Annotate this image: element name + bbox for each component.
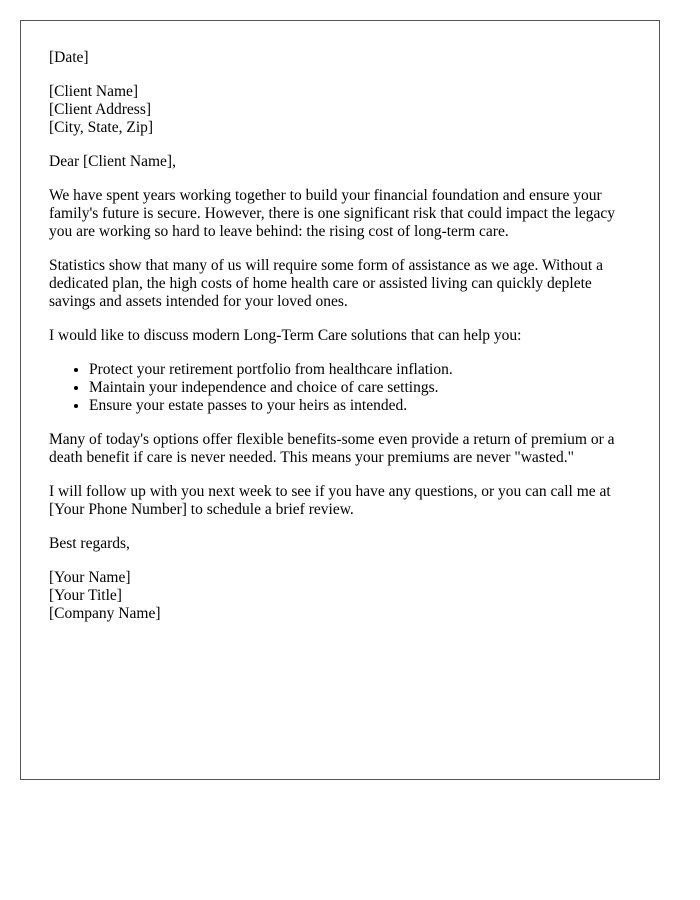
body-paragraph-4: Many of today's options offer flexible benefits-some even provide a return of premium or a death benefit if care is never needed. This means your premiums are never "wasted." <box>49 431 615 466</box>
recipient-address-block <box>49 83 631 137</box>
letter-date: [Date] <box>49 49 89 66</box>
body-paragraph-3: I would like to discuss modern Long-Term Care solutions that can help you: <box>49 327 522 344</box>
benefit-list-item: • Ensure your estate passes to your heirs as intended. <box>89 397 631 415</box>
letter-page <box>20 20 660 780</box>
recipient-name: [Client Name] <box>49 83 139 100</box>
body-paragraph-5: I will follow up with you next week to see if you have any questions, or you can call me at [Your Phone Number] to schedule a brief review. <box>49 483 611 518</box>
body-paragraph-1: We have spent years working together to build your financial foundation and ensure your family's future is secure. However, there is one significant risk that could impact the legacy you are working so hard to leave behind: the rising cost of long-term care. <box>49 187 616 240</box>
sender-name: [Your Name] <box>49 569 131 586</box>
salutation: Dear [Client Name], <box>49 153 176 170</box>
body-paragraph-2: Statistics show that many of us will require some form of assistance as we age. Without a dedicated plan, the high costs of home health care or assisted living can quickly deplete savings and assets intended for your loved ones. <box>49 257 603 310</box>
recipient-city-state-zip: [City, State, Zip] <box>49 119 154 136</box>
sender-company: [Company Name] <box>49 605 161 622</box>
benefit-list-item: • Protect your retirement portfolio from healthcare inflation. <box>89 361 631 379</box>
signature-block <box>49 569 631 623</box>
benefit-list-item: • Maintain your independence and choice of care settings. <box>89 379 631 397</box>
signoff: Best regards, <box>49 535 130 552</box>
benefits-list <box>49 361 631 415</box>
recipient-address: [Client Address] <box>49 101 152 118</box>
sender-title: [Your Title] <box>49 587 122 604</box>
